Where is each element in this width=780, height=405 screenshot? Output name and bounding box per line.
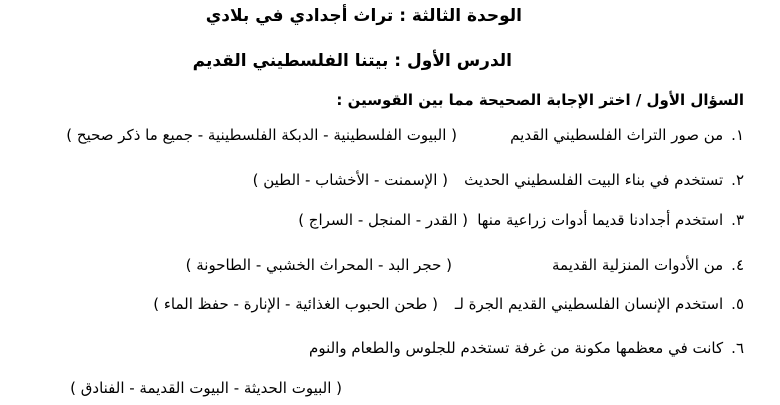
- question-item-2: [464, 170, 744, 190]
- question-item-4: [552, 255, 744, 275]
- item-number: ٣.: [731, 211, 744, 229]
- item-choices-3: ( القدر - المنجل - السراج ): [298, 211, 468, 229]
- item-number: ٢.: [731, 171, 744, 189]
- item-number: ٦.: [731, 339, 744, 357]
- item-stem: استخدم أجدادنا قديما أدوات زراعية منها: [477, 211, 724, 229]
- lesson-title: الدرس الأول : بيتنا الفلسطيني القديم: [192, 51, 512, 71]
- question-item-6: [309, 338, 744, 358]
- item-choices-4: ( حجر البد - المحراث الخشبي - الطاحونة ): [185, 256, 452, 274]
- item-choices-2: ( الإسمنت - الأخشاب - الطين ): [252, 171, 448, 189]
- item-choices-5: ( طحن الحبوب الغذائية - الإنارة - حفظ الماء ): [153, 295, 438, 313]
- item-number: ١.: [731, 126, 744, 144]
- question-item-1: [510, 125, 744, 145]
- question-item-5: [455, 294, 744, 314]
- item-stem: من صور التراث الفلسطيني القديم: [510, 126, 724, 144]
- item-number: ٤.: [731, 256, 744, 274]
- question-item-3: [477, 210, 744, 230]
- item-choices-1: ( البيوت الفلسطينية - الدبكة الفلسطينية - جميع ما ذكر صحيح ): [66, 126, 457, 144]
- question-heading: السؤال الأول / اختر الإجابة الصحيحة مما بين القوسين :: [336, 91, 744, 109]
- unit-title: الوحدة الثالثة : تراث أجدادي في بلادي: [205, 6, 522, 26]
- item-stem: من الأدوات المنزلية القديمة: [552, 256, 724, 274]
- item-number: ٥.: [731, 295, 744, 313]
- item-stem: كانت في معظمها مكونة من غرفة تستخدم للجلوس والطعام والنوم: [309, 339, 724, 357]
- item-stem: تستخدم في بناء البيت الفلسطيني الحديث: [464, 171, 724, 189]
- item-choices-6: ( البيوت الحديثة - البيوت القديمة - الفنادق ): [70, 379, 342, 397]
- item-stem: استخدم الإنسان الفلسطيني القديم الجرة لـ: [454, 295, 724, 313]
